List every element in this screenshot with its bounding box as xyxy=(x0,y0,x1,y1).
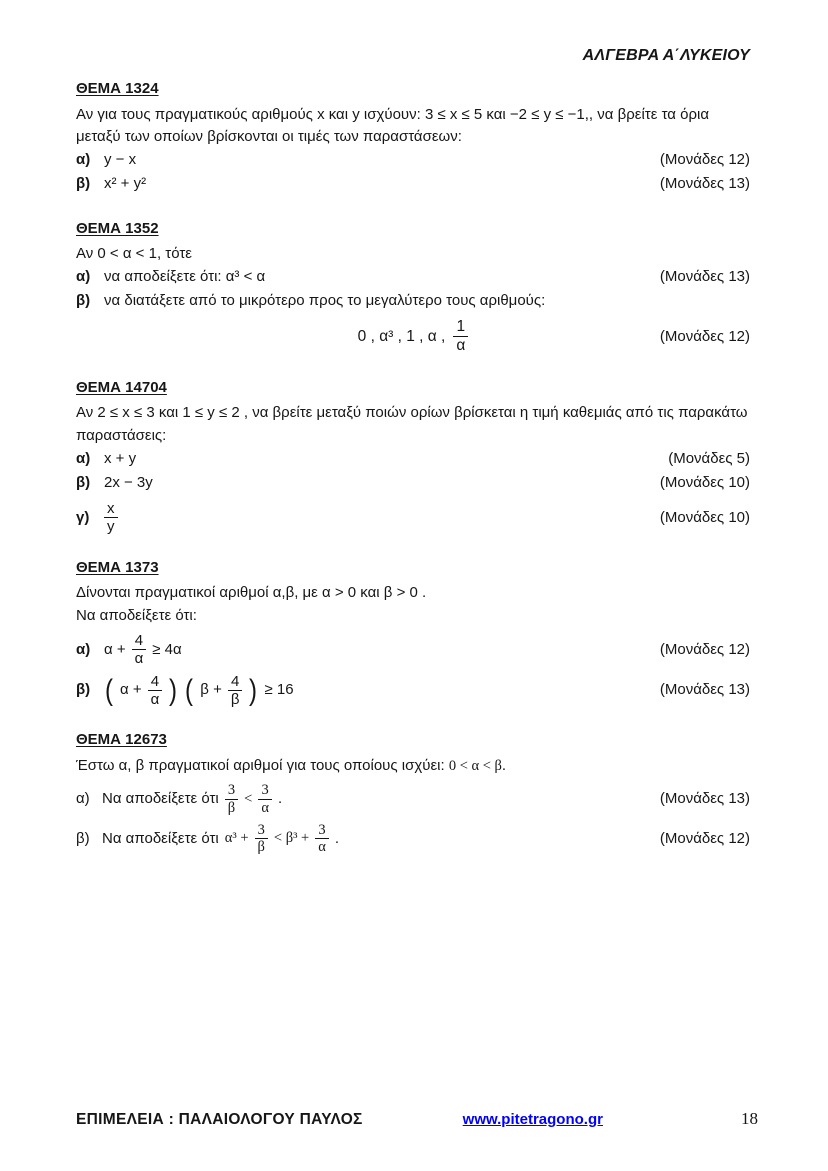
page-number: 18 xyxy=(741,1108,758,1128)
fraction xyxy=(228,673,243,709)
points-label: (Μονάδες 13) xyxy=(659,790,750,808)
item-expression xyxy=(104,673,648,709)
expression-text: α + xyxy=(104,640,126,658)
item-row xyxy=(76,782,750,816)
section-thema-1352 xyxy=(76,218,750,356)
fraction-numerator: 3 xyxy=(261,782,269,799)
section-title: ΘΕΜΑ 1324 xyxy=(76,80,159,97)
left-paren: ( xyxy=(105,673,113,707)
item-label: β) xyxy=(76,473,91,491)
fraction-numerator: 4 xyxy=(134,632,144,649)
section-thema-1324 xyxy=(76,78,750,197)
intro-end: . xyxy=(501,756,507,774)
fraction-numerator: 3 xyxy=(227,782,236,799)
fraction-denominator: α xyxy=(315,838,329,856)
item-expression xyxy=(104,448,656,471)
expression-text: ≥ 16 xyxy=(264,681,294,698)
item-row xyxy=(76,447,750,471)
fraction-numerator: 4 xyxy=(150,672,160,690)
item-label: β) xyxy=(76,829,90,847)
points-label: (Μονάδες 12) xyxy=(659,327,750,345)
expression-text: Να αποδείξετε ότι xyxy=(102,829,219,847)
equation xyxy=(358,318,469,355)
fraction-numerator: 1 xyxy=(456,318,466,336)
item-row xyxy=(76,266,750,290)
item-row xyxy=(76,632,750,668)
expression-text: α + xyxy=(120,681,142,698)
section-thema-12673 xyxy=(76,729,750,856)
fraction xyxy=(255,822,268,856)
equation-line xyxy=(76,318,750,356)
item-expression xyxy=(104,266,648,289)
points-label: (Μονάδες 12) xyxy=(659,640,750,658)
expression-text: 2x − 3y xyxy=(104,473,153,491)
section-intro-2: Να αποδείξετε ότι: xyxy=(76,606,197,624)
item-row xyxy=(76,173,750,197)
points-label: (Μονάδες 12) xyxy=(659,151,750,169)
expression-text: . xyxy=(277,790,283,808)
section-intro: Αν 2 ≤ x ≤ 3 και 1 ≤ y ≤ 2 , να βρείτε μεταξύ ποιών ορίων βρίσκεται η τιμή καθεμιάς από τις παρακάτω παραστάσεις: xyxy=(76,404,748,444)
fraction-denominator: y xyxy=(104,517,118,535)
fraction xyxy=(225,782,238,816)
fraction-denominator: α xyxy=(132,649,147,667)
section-title: ΘΕΜΑ 1352 xyxy=(76,219,159,237)
item-expression xyxy=(104,500,648,536)
fraction-denominator: α xyxy=(148,690,163,708)
points-label: (Μονάδες 12) xyxy=(659,829,750,847)
item-label: β) xyxy=(76,292,91,310)
fraction xyxy=(148,673,163,709)
item-expression xyxy=(104,149,648,172)
equation-prefix: 0 , α³ , 1 , α , xyxy=(357,327,446,345)
points-label: (Μονάδες 10) xyxy=(659,508,750,526)
expression-text: να διατάξετε από το μικρότερο προς το μεγαλύτερο τους αριθμούς: xyxy=(104,292,546,310)
section-intro: Δίνονται πραγματικοί αριθμοί α,β, με α > 0 και β > 0 . xyxy=(76,584,427,601)
points-label: (Μονάδες 5) xyxy=(668,449,750,467)
right-paren: ) xyxy=(249,673,258,707)
item-expression xyxy=(102,822,648,856)
item-label: α) xyxy=(76,640,91,658)
fraction-denominator: β xyxy=(228,690,243,708)
item-label: β) xyxy=(76,175,91,193)
expression-text: ≥ 4α xyxy=(152,640,182,658)
expression-text: x² + y² xyxy=(104,175,147,193)
fraction-denominator: β xyxy=(225,799,238,817)
item-row xyxy=(76,149,750,173)
item-label: γ) xyxy=(76,508,90,526)
right-paren: ) xyxy=(169,673,178,707)
fraction-denominator: β xyxy=(255,838,268,856)
footer-credit: ΕΠΙΜΕΛΕΙΑ : ΠΑΛΑΙΟΛΟΓΟΥ ΠΑΥΛΟΣ xyxy=(76,1110,363,1128)
intro-text: Έστω α, β πραγματικοί αριθμοί για τους οποίους ισχύει: xyxy=(76,756,445,774)
section-intro: Αν για τους πραγματικούς αριθμούς x και y ισχύουν: 3 ≤ x ≤ 5 και −2 ≤ y ≤ −1,, να βρείτε τα όρια μεταξύ των οποίων βρίσκονται οι τιμές των παραστάσεων: xyxy=(76,105,709,145)
points-label: (Μονάδες 13) xyxy=(659,268,750,286)
fraction-denominator: α xyxy=(453,336,468,355)
section-title: ΘΕΜΑ 12673 xyxy=(76,731,167,748)
expression-text: x + y xyxy=(104,449,137,467)
section-intro xyxy=(76,755,750,778)
document-header xyxy=(76,44,750,68)
expression-text: y − x xyxy=(104,151,137,169)
section-thema-14704 xyxy=(76,377,750,536)
item-row xyxy=(76,673,750,709)
item-expression xyxy=(104,173,648,196)
page-footer xyxy=(76,1106,758,1132)
intro-math: 0 < α < β xyxy=(448,757,502,774)
fraction xyxy=(132,632,147,668)
item-row xyxy=(76,822,750,856)
item-label: α) xyxy=(76,790,90,808)
relation-symbol: < β³ + xyxy=(273,829,310,846)
fraction-numerator: 3 xyxy=(257,821,265,838)
item-label: α) xyxy=(76,151,91,169)
course-title: ΑΛΓΕΒΡΑ Α΄ΛΥΚΕΙΟΥ xyxy=(582,47,750,64)
expression-text: . xyxy=(334,829,340,847)
item-expression xyxy=(104,632,648,668)
fraction-denominator: α xyxy=(258,799,272,817)
item-expression xyxy=(104,472,648,495)
left-paren: ( xyxy=(185,673,194,707)
item-label: α) xyxy=(76,268,91,286)
math-term: α³ + xyxy=(224,829,249,846)
fraction-numerator: x xyxy=(107,500,115,517)
section-title: ΘΕΜΑ 1373 xyxy=(76,558,159,576)
item-label: α) xyxy=(76,449,91,467)
points-label: (Μονάδες 10) xyxy=(659,473,750,491)
item-expression xyxy=(102,782,648,816)
fraction-numerator: 4 xyxy=(230,672,240,690)
points-label: (Μονάδες 13) xyxy=(659,681,750,698)
expression-text: β + xyxy=(200,681,222,698)
section-thema-1373 xyxy=(76,557,750,709)
item-expression xyxy=(104,290,750,313)
points-label: (Μονάδες 13) xyxy=(659,175,750,193)
expression-text: να αποδείξετε ότι: α³ < α xyxy=(104,268,266,286)
footer-website-link[interactable]: www.pitetragono.gr xyxy=(462,1110,603,1128)
item-row xyxy=(76,500,750,536)
item-row xyxy=(76,290,750,314)
fraction xyxy=(315,822,329,856)
fraction-numerator: 3 xyxy=(318,821,326,838)
expression-text: Να αποδείξετε ότι xyxy=(102,790,219,808)
item-label: β) xyxy=(76,681,91,698)
fraction xyxy=(258,782,272,816)
section-title: ΘΕΜΑ 14704 xyxy=(76,378,167,396)
item-row xyxy=(76,471,750,495)
fraction xyxy=(104,500,118,536)
section-intro: Αν 0 < α < 1, τότε xyxy=(76,245,192,262)
fraction xyxy=(453,318,468,355)
relation-symbol: < xyxy=(244,790,253,807)
